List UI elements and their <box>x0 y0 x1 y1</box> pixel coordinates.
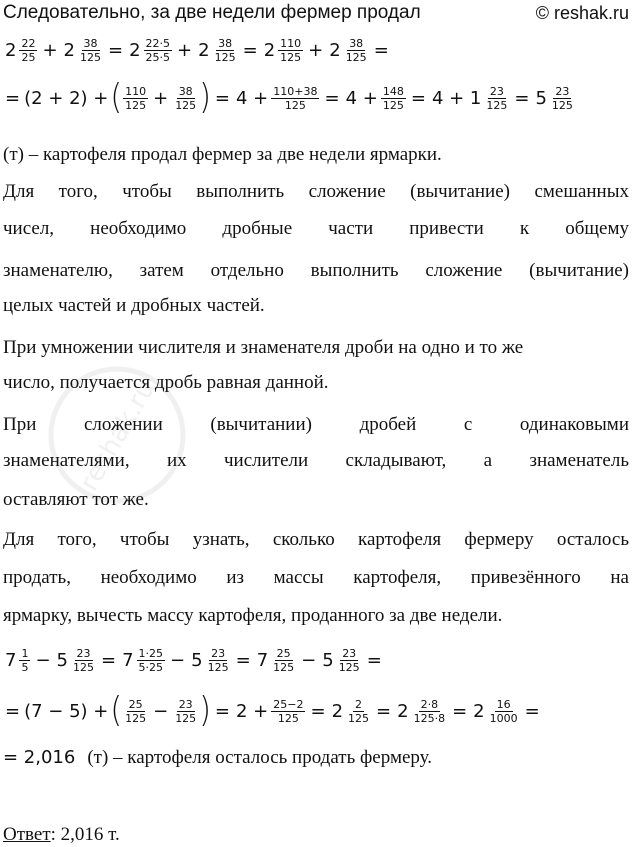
math-term: (2 + 2) + <box>24 87 109 109</box>
fraction-numerator: 38 <box>178 84 193 98</box>
fraction <box>19 37 37 64</box>
fraction <box>412 698 448 725</box>
paragraph-remaining-line-1: Для того, чтобы узнать, сколько картофеля фермеру осталось <box>3 529 629 550</box>
fraction-numerator: 22 <box>21 36 36 50</box>
final-value: = 2,016 <box>3 747 76 768</box>
fraction-denominator: 125 <box>125 711 147 725</box>
math-term: = <box>310 700 326 722</box>
header-title: Следовательно, за две недели фермер продал <box>3 2 421 23</box>
equation-line-3 <box>3 640 386 680</box>
math-term: 4 + 1 <box>431 87 482 109</box>
math-term: = <box>108 39 124 61</box>
fraction-denominator: 125 <box>486 98 508 112</box>
fraction-numerator: 38 <box>218 36 233 50</box>
fraction <box>123 85 148 112</box>
fraction-numerator: 38 <box>83 36 98 50</box>
math-term: 2 <box>473 700 485 722</box>
fraction-denominator: 125 <box>175 711 197 725</box>
paragraph-remaining-line-2: продать, необходимо из массы картофеля, привезённого на <box>3 567 629 588</box>
fraction-numerator: 2 <box>355 697 363 711</box>
fraction-denominator: 125 <box>175 98 197 112</box>
math-term: = <box>235 649 251 671</box>
math-term: 2 <box>198 39 210 61</box>
fraction-numerator: 25 <box>128 697 143 711</box>
math-term: 2 + <box>236 700 269 722</box>
fraction <box>271 85 319 112</box>
fraction <box>213 37 238 64</box>
fraction <box>206 647 231 674</box>
fraction-denominator: 125 <box>214 50 236 64</box>
fraction-numerator: 110 <box>280 36 302 50</box>
fraction <box>488 698 520 725</box>
fraction-numerator: 1·25 <box>138 646 164 660</box>
fraction <box>271 647 296 674</box>
fraction-numerator: 25 <box>276 646 291 660</box>
math-term: = <box>214 87 230 109</box>
fraction-denominator: 5 <box>21 660 29 674</box>
math-term: 2 <box>5 39 17 61</box>
paragraph-multiply-rule-line-2: число, получается дробь равная данной. <box>3 372 329 393</box>
fraction-numerator: 148 <box>382 84 404 98</box>
fraction-numerator: 23 <box>76 646 91 660</box>
paragraph-mixed-rule-line-4: целых частей и дробных частей. <box>3 295 265 316</box>
fraction-denominator: 1000 <box>489 711 518 725</box>
math-term: 2 <box>129 39 141 61</box>
math-term: = <box>410 87 426 109</box>
fraction-denominator: 25·5 <box>145 50 171 64</box>
math-term: = <box>214 700 230 722</box>
math-term: − <box>153 700 169 722</box>
math-term: − <box>301 649 317 671</box>
math-term: = <box>242 39 258 61</box>
fraction-denominator: 125 <box>345 50 367 64</box>
math-term: = <box>452 700 468 722</box>
fraction <box>344 37 369 64</box>
fraction <box>381 85 406 112</box>
fraction <box>484 85 509 112</box>
fraction <box>71 647 96 674</box>
math-term: 2 <box>397 700 409 722</box>
equation-line-2 <box>3 78 576 118</box>
equation-line-5 <box>3 747 432 769</box>
answer-value: : 2,016 т. <box>50 824 120 845</box>
math-term: + <box>153 87 169 109</box>
math-term: 7 <box>5 649 17 671</box>
fraction-denominator: 125 <box>284 98 306 112</box>
paragraph-remaining-line-3: ярмарку, вычесть массу картофеля, проданного за две недели. <box>3 605 503 626</box>
fraction <box>144 37 173 64</box>
math-term: 7 <box>256 649 269 671</box>
fraction-numerator: 23 <box>211 646 226 660</box>
math-term: 4 + <box>236 87 269 109</box>
fraction <box>78 37 103 64</box>
fraction-denominator: 125 <box>382 98 404 112</box>
paragraph-add-rule-line-1: При сложении (вычитании) дробей с одинаковыми <box>3 414 629 435</box>
math-term: 5 <box>56 649 68 671</box>
math-term: + <box>177 39 193 61</box>
fraction <box>337 647 362 674</box>
fraction <box>123 698 148 725</box>
fraction-denominator: 125 <box>80 50 101 64</box>
fraction <box>19 647 30 674</box>
math-term: ( <box>110 690 123 731</box>
math-term: = <box>373 39 389 61</box>
math-term: 4 + <box>345 87 378 109</box>
fraction-denominator: 125 <box>338 660 360 674</box>
fraction-denominator: 125 <box>207 660 229 674</box>
paragraph-sold-result: (т) – картофеля продал фермер за две недели ярмарки. <box>3 144 442 165</box>
fraction-denominator: 125 <box>280 50 302 64</box>
fraction <box>137 647 166 674</box>
paragraph-multiply-rule-line-1: При умножении числителя и знаменателя дроби на одно и то же <box>3 337 524 358</box>
math-term: − <box>170 649 186 671</box>
fraction-numerator: 1 <box>21 646 29 660</box>
fraction-numerator: 16 <box>496 697 511 711</box>
math-term: 2 <box>331 700 344 722</box>
fraction-denominator: 125 <box>73 660 94 674</box>
math-term: + <box>42 39 58 61</box>
paragraph-mixed-rule-line-3: знаменателю, затем отдельно выполнить сложение (вычитание) <box>3 260 629 281</box>
fraction-denominator: 125 <box>551 98 573 112</box>
fraction-numerator: 110+38 <box>273 84 318 98</box>
math-term: 5 <box>535 87 547 109</box>
math-term: ) <box>199 77 211 118</box>
math-term: = <box>101 649 117 671</box>
fraction <box>346 698 371 725</box>
math-term: 5 <box>191 649 203 671</box>
fraction-numerator: 23 <box>489 84 504 98</box>
math-term: = <box>5 700 21 722</box>
math-term: = <box>366 649 382 671</box>
math-term: 2 <box>329 39 341 61</box>
math-term: + <box>308 39 324 61</box>
math-term: 2 <box>263 39 276 61</box>
math-term: 5 <box>322 649 334 671</box>
fraction <box>278 37 303 64</box>
final-value-text: (т) – картофеля осталось продать фермеру. <box>87 747 432 768</box>
math-term: − <box>35 649 51 671</box>
fraction-denominator: 125·8 <box>413 711 446 725</box>
fraction <box>173 85 198 112</box>
fraction-numerator: 23 <box>342 646 357 660</box>
math-term: 7 <box>122 649 134 671</box>
math-term: = <box>524 700 540 722</box>
math-term: ) <box>199 690 211 731</box>
paragraph-mixed-rule-line-1: Для того, чтобы выполнить сложение (вычитание) смешанных <box>3 181 629 202</box>
math-term: = <box>514 87 530 109</box>
fraction-numerator: 22·5 <box>145 36 171 50</box>
math-term: = <box>376 700 392 722</box>
paragraph-add-rule-line-2: знаменателями, их числители складывают, а знаменатель <box>3 450 629 471</box>
watermark-text: reshak.ru <box>74 374 162 497</box>
answer-line <box>3 824 120 846</box>
fraction-denominator: 25 <box>21 50 36 64</box>
paragraph-add-rule-line-3: оставляют тот же. <box>3 489 149 510</box>
answer-label: Ответ <box>3 824 51 845</box>
equation-line-4 <box>3 691 544 731</box>
math-term: ( <box>110 77 123 118</box>
math-term: = <box>324 87 340 109</box>
fraction <box>173 698 198 725</box>
fraction-denominator: 5·25 <box>138 660 164 674</box>
fraction-denominator: 125 <box>125 98 147 112</box>
fraction-denominator: 125 <box>277 711 299 725</box>
equation-line-1 <box>3 30 393 70</box>
fraction-numerator: 38 <box>349 36 364 50</box>
math-term: (7 − 5) + <box>24 700 109 722</box>
fraction-numerator: 23 <box>178 697 193 711</box>
fraction-numerator: 25−2 <box>273 697 304 711</box>
fraction-denominator: 125 <box>348 711 370 725</box>
paragraph-mixed-rule-line-2: чисел, необходимо дробные части привести к общему <box>3 218 629 239</box>
fraction-numerator: 2·8 <box>420 697 439 711</box>
fraction <box>271 698 305 725</box>
math-term: 2 <box>63 39 75 61</box>
fraction <box>550 85 575 112</box>
fraction-numerator: 23 <box>555 84 570 98</box>
math-term: = <box>5 87 21 109</box>
site-logo[interactable]: © reshak.ru <box>535 3 629 23</box>
fraction-numerator: 110 <box>125 84 147 98</box>
fraction-denominator: 125 <box>273 660 295 674</box>
